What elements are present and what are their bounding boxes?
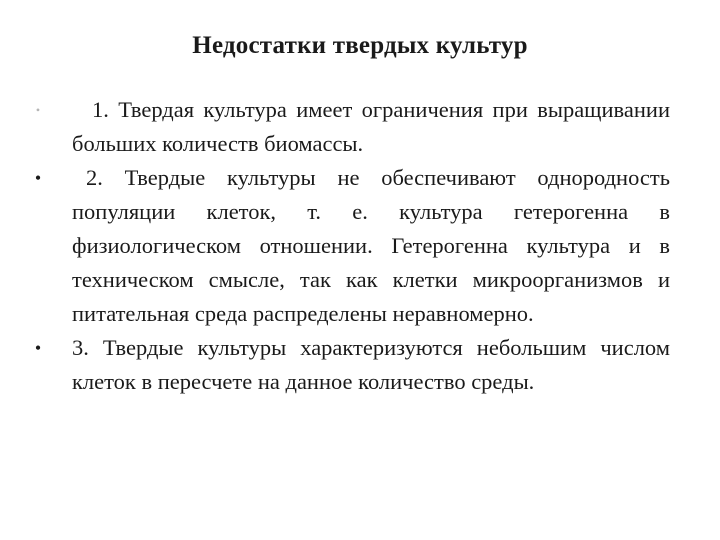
- bullet-text-3: 3. Твердые культуры характеризуются небольшим числом клеток в пересчете на данное количество среды.: [72, 335, 670, 394]
- bullet-text-1: 1. Твердая культура имеет ограничения при выращивании больших количеств биомассы.: [72, 97, 670, 156]
- bullet-item-2: [34, 161, 670, 331]
- bullet-marker-icon: •: [34, 338, 42, 358]
- bullet-list: [34, 93, 670, 399]
- bullet-marker-icon: •: [34, 168, 42, 188]
- slide-title: Недостатки твердых культур: [192, 32, 528, 59]
- bullet-item-1: [35, 93, 670, 161]
- bullet-marker-icon: •: [35, 103, 41, 117]
- bullet-item-3: [34, 331, 670, 399]
- bullet-text-2: 2. Твердые культуры не обеспечивают однородность популяции клеток, т. е. культура гетерогенна в физиологическом отношении. Гетерогенна культура и в техническом смысле, так как клетки микроорганизмов и питательная среда распределены неравномерно.: [72, 165, 670, 326]
